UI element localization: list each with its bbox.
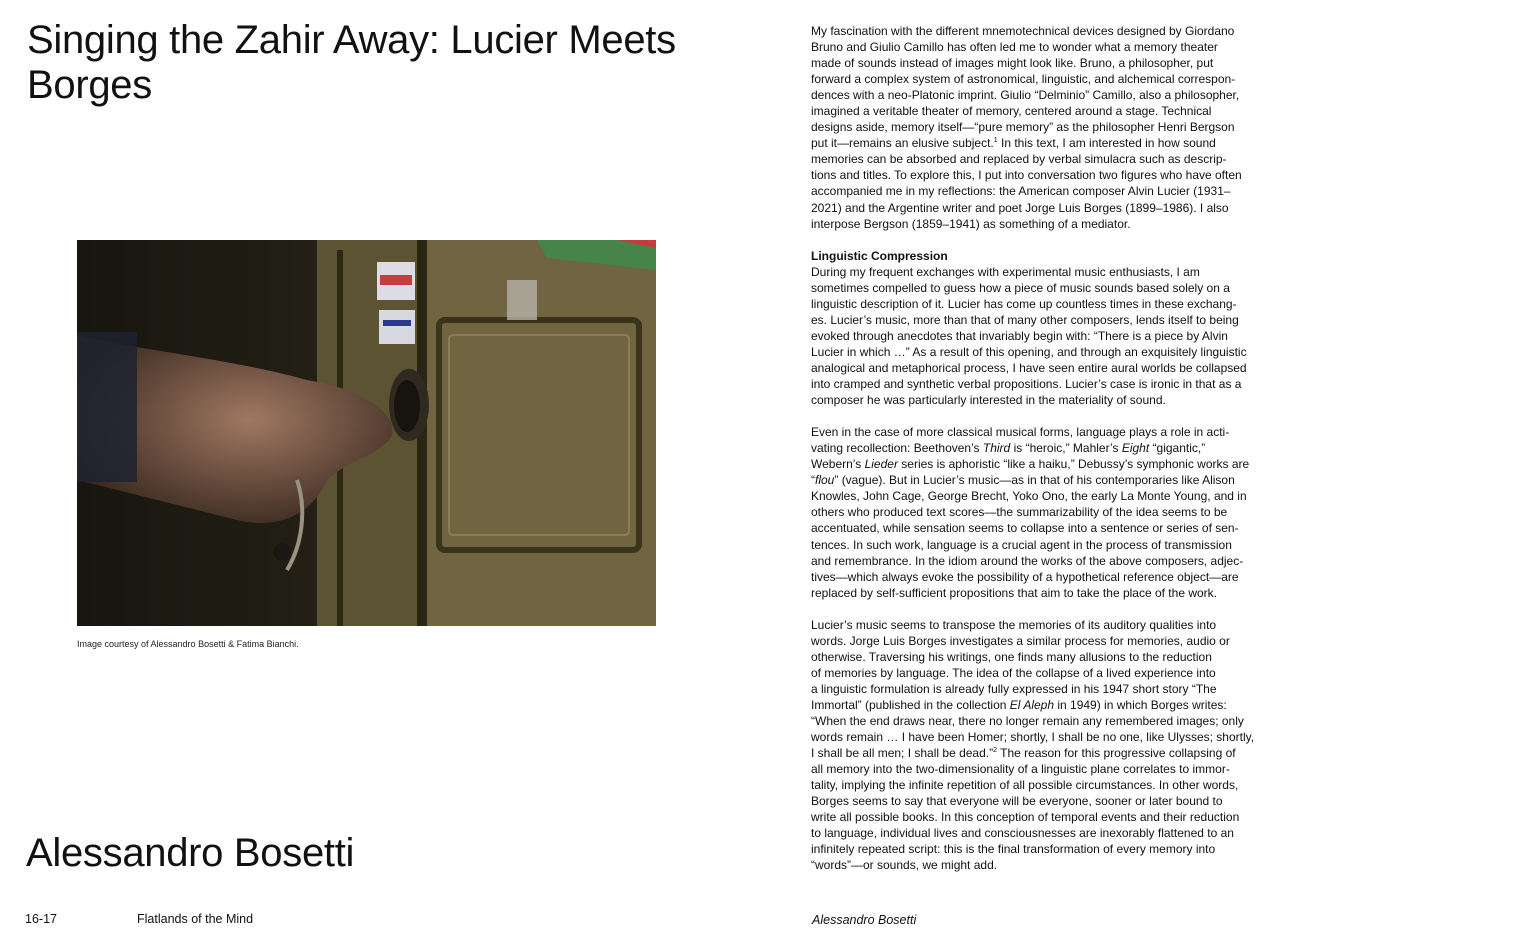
publication-title: Flatlands of the Mind [137,912,254,926]
section-heading: Linguistic Compression [811,248,948,263]
paragraph-1: During my frequent exchanges with experimental music enthusiasts, I am sometimes compelled to guess how a piece of music sounds based solely on a linguistic description of it. Lucier has come up countless times in these exchang- es. Lucier’s music, more than that of many other composers, lends itself to being evoked through anecdotes that invariably begin with: “There is a piece by Alvin Lucier in which …” As a result of this opening, and through an exquisitely linguistic analogical and metaphorical process, I have seen entire aural worlds be collapsed into cramped and synthetic verbal propositions. Lucier’s case is ironic in that as a composer he was particularly interested in the materiality of sound. [811,264,1247,408]
image-caption: Image courtesy of Alessandro Bosetti & Fatima Bianchi. [77,639,299,649]
footer-author: Alessandro Bosetti [812,913,917,927]
article-body [811,23,1263,890]
footnote-ref-2: 2 [993,747,998,755]
author-name: Alessandro Bosetti [26,831,355,875]
intro-paragraph: My fascination with the different mnemotechnical devices designed by Giordano Bruno and Giulio Camillo has often led me to wonder what a memory theater made of sounds instead of images might look like. Bruno, a philosopher, put forward a complex system of astronomical, linguistic, and alchemical correspon- dences with a neo-Platonic imprint. Giulio “Delminio” Camillo, also a philosopher, imagined a veritable theater of memory, centered around a stage. Technical designs aside, memory itself—“pure memory” as the philosopher Henri Bergson put it—remains an elusive subject.$^1$ In this text, I am interested in how sound memories can be absorbed and replaced by verbal simulacra such as descrip- tions and titles. To explore this, I put into conversation two figures who have often accompanied me in my reflections: the American composer Alvin Lucier (1931– 2021) and the Argentine writer and poet Jorge Luis Borges (1899–1986). I also interpose Bergson (1859–1941) as something of a mediator. [811,24,1242,231]
article-title: Singing the Zahir Away: Lucier Meets Borges [27,18,676,107]
door-lock-photo [77,240,656,626]
page-numbers: 16-17 [25,912,57,926]
paragraph-2: Even in the case of more classical musical forms, language plays a role in acti- vating recollection: Beethoven’s Third is “heroic,” Mahler’s Eight “gigantic,” Webern’s Lieder series is aphoristic “like a haiku,” Debussy’s symphonic works are “flou” (vague). But in Lucier’s music—as in that of his contemporaries like Alison Knowles, John Cage, George Brecht, Yoko Ono, the early La Monte Young, and in others who produced text scores—the summarizability of the idea seems to be accentuated, while sensation seems to collapse into a sentence or series of sen- tences. In such work, language is a crucial agent in the process of transmission and remembrance. In the idiom around the works of the above composers, adjec- tives—which always evoke the possibility of a hypothetical reference object—are replaced by self-sufficient propositions that aim to take the place of the work. [811,425,1250,600]
paragraph-3: Lucier’s music seems to transpose the memories of its auditory qualities into words. Jorge Luis Borges investigates a similar process for memories, audio or otherwise. Traversing his writings, one finds many allusions to the reduction of memories by language. The idea of the collapse of a lived experience into a linguistic formulation is already fully expressed in his 1947 short story “The Immortal” (published in the collection El Aleph in 1949) in which Borges writes: “When the end draws near, there no longer remain any remembered images; only words remain … I have been Homer; shortly, I shall be no one, like Ulysses; shortly, I shall be all men; I shall be dead.”$^2$ The reason for this progressive collapsing of all memory into the two-dimensionality of a linguistic plane correlates to immor- tality, implying the infinite repetition of all possible circumstances. In other words, Borges seems to say that everyone will be everyone, sooner or later bound to write all possible books. In this conception of temporal events and their reduction to language, individual lives and consciousnesses are inexorably flattened to an infinitely repeated script: this is the final transformation of every memory into “words”—or sounds, we might add. [811,617,1255,873]
footnote-ref-1: 1 [993,137,998,145]
